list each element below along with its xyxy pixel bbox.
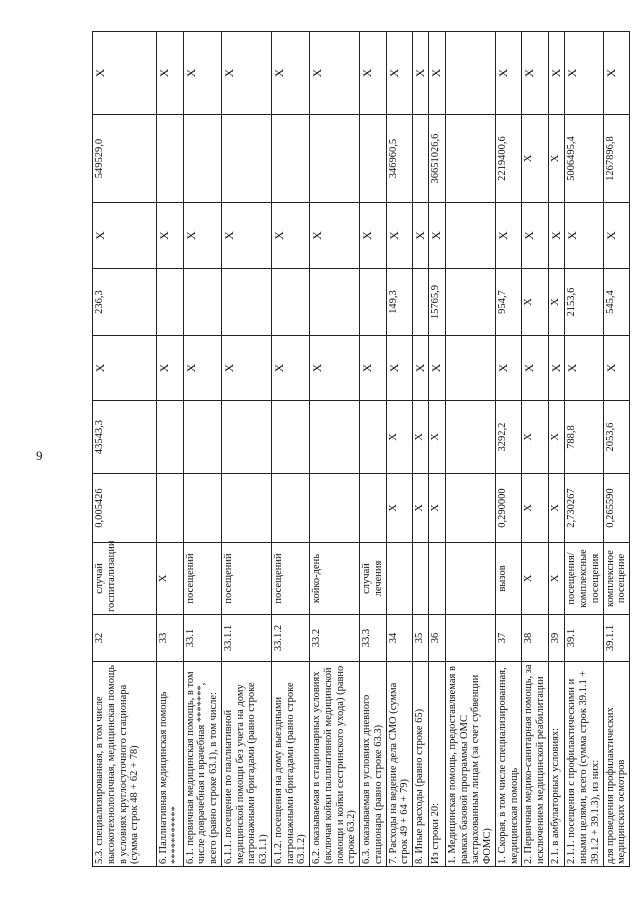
placeholder-x (445, 336, 495, 401)
norm-value (157, 474, 184, 543)
row-label: 6.1.1. посещение по паллиативной медицинской помощи без учета на дому патронажными бригадами (равно строке 63.1.1) (221, 662, 271, 867)
norm-value: 0,265590 (603, 474, 630, 543)
placeholder-x: X (93, 336, 157, 401)
per-capita-value: 954,7 (495, 269, 522, 336)
financial-cost-value: X (429, 401, 445, 474)
norm-value: X (413, 474, 429, 543)
per-capita-value (157, 269, 184, 336)
row-line-number: 33.3 (360, 615, 387, 662)
total-amount-value (157, 115, 184, 203)
placeholder-x: X (565, 32, 603, 115)
placeholder-x (445, 32, 495, 115)
unit-cell: X (522, 543, 549, 615)
per-capita-value (183, 269, 221, 336)
row-label: 7. Расходы на ведение дела СМО (сумма строк 49 + 64 + 79) (386, 662, 413, 867)
row-label: 6.1. первичная медицинская помощь, в том числе доврачебная и врачебная *******, всего (равно строке 63.1), в том числе: (183, 662, 221, 867)
total-amount-value (221, 115, 271, 203)
financial-cost-value: 3292,2 (495, 401, 522, 474)
total-amount-value: 5006495,4 (565, 115, 603, 203)
placeholder-x: X (157, 32, 184, 115)
row-label: 1. Скорая, в том числе специализированная, медицинская помощь (495, 662, 522, 867)
placeholder-x: X (565, 203, 603, 269)
placeholder-x: X (429, 32, 445, 115)
total-amount-value (413, 115, 429, 203)
table-row (603, 32, 630, 867)
placeholder-x: X (548, 203, 564, 269)
unit-cell: посещения/ комплексные посещения (565, 543, 603, 615)
table-row (271, 32, 309, 867)
placeholder-x: X (603, 32, 630, 115)
unit-cell: случай лечения (360, 543, 387, 615)
placeholder-x (445, 203, 495, 269)
per-capita-value: 545,4 (603, 269, 630, 336)
row-line-number: 33.1 (183, 615, 221, 662)
norm-value: X (522, 474, 549, 543)
table-row (429, 32, 445, 867)
norm-value (445, 474, 495, 543)
per-capita-value (413, 269, 429, 336)
unit-cell: койко-день (310, 543, 360, 615)
placeholder-x: X (548, 32, 564, 115)
total-amount-value: X (522, 115, 549, 203)
row-label: 6. Паллиативная медицинская помощь *********** (157, 662, 184, 867)
row-line-number: 39.1.1 (603, 615, 630, 662)
financial-cost-value (157, 401, 184, 474)
unit-cell: случай госпитализации (93, 543, 157, 615)
financial-cost-value: X (522, 401, 549, 474)
total-amount-value: 36651026,6 (429, 115, 445, 203)
placeholder-x: X (360, 32, 387, 115)
financial-cost-value (360, 401, 387, 474)
norm-value: 0,290000 (495, 474, 522, 543)
row-line-number: 33.1.1 (221, 615, 271, 662)
table-row (386, 32, 413, 867)
table-row (522, 32, 549, 867)
row-line-number: 33.2 (310, 615, 360, 662)
financial-cost-value: 788,8 (565, 401, 603, 474)
per-capita-value (271, 269, 309, 336)
placeholder-x: X (386, 32, 413, 115)
unit-cell: вызов (495, 543, 522, 615)
placeholder-x: X (522, 203, 549, 269)
financial-cost-value: 2053,6 (603, 401, 630, 474)
row-label: 6.3. оказываемая в условиях дневного стационара (равно строке 63.3) (360, 662, 387, 867)
row-line-number: 38 (522, 615, 549, 662)
per-capita-value (221, 269, 271, 336)
placeholder-x: X (360, 203, 387, 269)
placeholder-x: X (221, 203, 271, 269)
norm-value: X (429, 474, 445, 543)
placeholder-x: X (429, 203, 445, 269)
per-capita-value (360, 269, 387, 336)
placeholder-x: X (429, 336, 445, 401)
table-row (93, 32, 157, 867)
placeholder-x: X (360, 336, 387, 401)
unit-cell: посещений (221, 543, 271, 615)
row-label: 2.1.1. посещения с профилактическими и иными целями, всего (сумма строк 39.1.1 + 39.1.2 + 39.1.3), из них: (565, 662, 603, 867)
per-capita-value: 149,3 (386, 269, 413, 336)
row-label: 6.2. оказываемая в стационарных условиях (включая койки паллиативной медицинской помощи и койки сестринского ухода) (равно строке 63.2) (310, 662, 360, 867)
per-capita-value (445, 269, 495, 336)
unit-cell: посещений (183, 543, 221, 615)
placeholder-x: X (183, 336, 221, 401)
total-amount-value (360, 115, 387, 203)
financial-cost-value: 43543,3 (93, 401, 157, 474)
financial-cost-value (183, 401, 221, 474)
placeholder-x: X (522, 336, 549, 401)
placeholder-x: X (413, 32, 429, 115)
total-amount-value: 549529,0 (93, 115, 157, 203)
total-amount-value: 346960,5 (386, 115, 413, 203)
row-line-number: 36 (429, 615, 445, 662)
placeholder-x: X (221, 336, 271, 401)
row-line-number (445, 615, 495, 662)
row-label: 6.1.2. посещения на дому выездными патронажными бригадами (равно строке 63.1.2) (271, 662, 309, 867)
row-label: 1. Медицинская помощь, предоставляемая в рамках базовой программы ОМС застрахованным лицам (за счет субвенции ФОМС) (445, 662, 495, 867)
financial-cost-value (271, 401, 309, 474)
unit-cell (445, 543, 495, 615)
row-line-number: 37 (495, 615, 522, 662)
page-number: 9 (36, 448, 43, 463)
placeholder-x: X (495, 32, 522, 115)
placeholder-x: X (93, 32, 157, 115)
table-row (565, 32, 603, 867)
row-line-number: 33 (157, 615, 184, 662)
table-row (310, 32, 360, 867)
placeholder-x: X (565, 336, 603, 401)
per-capita-value (310, 269, 360, 336)
placeholder-x: X (386, 336, 413, 401)
placeholder-x: X (157, 203, 184, 269)
row-line-number: 39.1 (565, 615, 603, 662)
table-body (93, 32, 630, 867)
norm-value (271, 474, 309, 543)
placeholder-x: X (495, 203, 522, 269)
unit-cell: X (157, 543, 184, 615)
row-line-number: 39 (548, 615, 564, 662)
table-row (221, 32, 271, 867)
financing-table (92, 31, 630, 867)
norm-value (183, 474, 221, 543)
placeholder-x: X (183, 32, 221, 115)
unit-cell: X (548, 543, 564, 615)
total-amount-value (310, 115, 360, 203)
unit-cell (386, 543, 413, 615)
row-label: 5.3. специализированная, в том числе высокотехнологичная, медицинская помощь в условиях круглосуточного стационара (сумма строк 48 + 62 + 78) (93, 662, 157, 867)
table-row (495, 32, 522, 867)
placeholder-x: X (183, 203, 221, 269)
placeholder-x: X (271, 203, 309, 269)
placeholder-x: X (93, 203, 157, 269)
total-amount-value: 1267896,8 (603, 115, 630, 203)
placeholder-x: X (310, 203, 360, 269)
per-capita-value: X (548, 269, 564, 336)
table-row (360, 32, 387, 867)
financial-cost-value: X (386, 401, 413, 474)
placeholder-x: X (221, 32, 271, 115)
placeholder-x: X (548, 336, 564, 401)
placeholder-x: X (310, 32, 360, 115)
placeholder-x: X (271, 336, 309, 401)
row-line-number: 32 (93, 615, 157, 662)
placeholder-x: X (413, 203, 429, 269)
per-capita-value: 2153,6 (565, 269, 603, 336)
placeholder-x: X (603, 203, 630, 269)
total-amount-value (271, 115, 309, 203)
placeholder-x: X (271, 32, 309, 115)
unit-cell: комплексное посещение (603, 543, 630, 615)
placeholder-x: X (386, 203, 413, 269)
row-line-number: 33.1.2 (271, 615, 309, 662)
placeholder-x: X (603, 336, 630, 401)
unit-cell (413, 543, 429, 615)
norm-value: 2,730267 (565, 474, 603, 543)
norm-value: X (548, 474, 564, 543)
per-capita-value: X (522, 269, 549, 336)
total-amount-value: 2219400,6 (495, 115, 522, 203)
placeholder-x: X (495, 336, 522, 401)
total-amount-value (445, 115, 495, 203)
norm-value: X (386, 474, 413, 543)
row-label: 8. Иные расходы (равно строке 65) (413, 662, 429, 867)
norm-value: 0,005426 (93, 474, 157, 543)
total-amount-value: X (548, 115, 564, 203)
financial-cost-value: X (548, 401, 564, 474)
row-line-number: 35 (413, 615, 429, 662)
row-label: 2. Первичная медико-санитарная помощь, за исключением медицинской реабилитации (522, 662, 549, 867)
financial-cost-value: X (413, 401, 429, 474)
financial-cost-value (310, 401, 360, 474)
norm-value (221, 474, 271, 543)
financial-cost-value (445, 401, 495, 474)
placeholder-x: X (522, 32, 549, 115)
unit-cell (429, 543, 445, 615)
table-row (157, 32, 184, 867)
rotated-page-area (92, 32, 628, 867)
per-capita-value: 236,3 (93, 269, 157, 336)
total-amount-value (183, 115, 221, 203)
per-capita-value: 15765,9 (429, 269, 445, 336)
placeholder-x: X (413, 336, 429, 401)
row-label: Из строки 20: (429, 662, 445, 867)
table-row (413, 32, 429, 867)
unit-cell: посещений (271, 543, 309, 615)
table-row (548, 32, 564, 867)
placeholder-x: X (157, 336, 184, 401)
table-row (445, 32, 495, 867)
norm-value (310, 474, 360, 543)
table-row (183, 32, 221, 867)
row-label: 2.1. в амбулаторных условиях: (548, 662, 564, 867)
norm-value (360, 474, 387, 543)
financial-cost-value (221, 401, 271, 474)
row-label: для проведения профилактических медицинских осмотров (603, 662, 630, 867)
rotated-table-wrapper (92, 32, 628, 867)
placeholder-x: X (310, 336, 360, 401)
row-line-number: 34 (386, 615, 413, 662)
